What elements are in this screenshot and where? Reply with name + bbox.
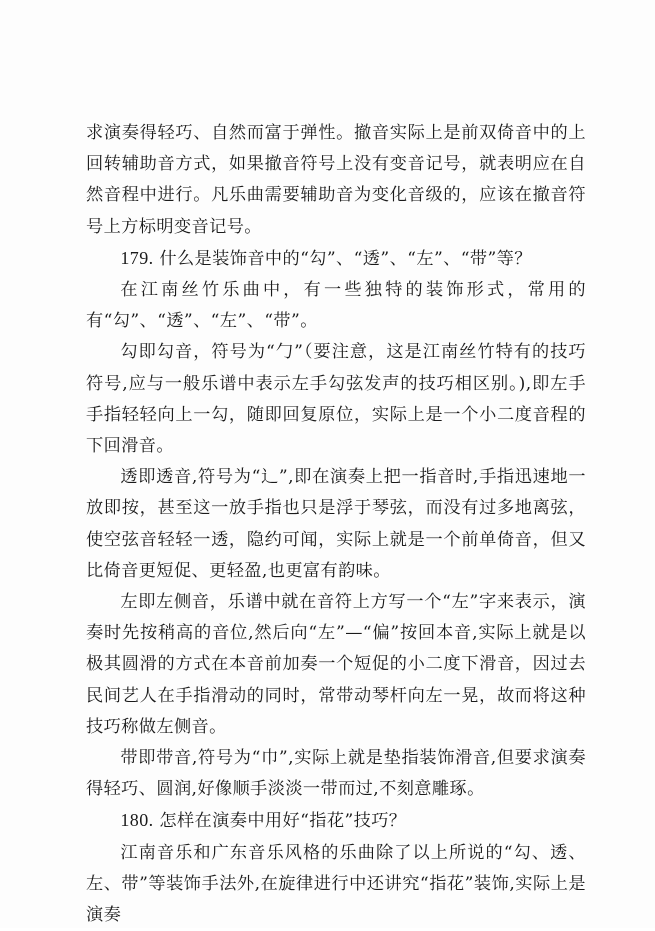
question-title: 什么是装饰音中的“勾”、“透”、“左”、“带”等？ <box>159 248 532 269</box>
paragraph-dai: 带即带音,符号为“巾”,实际上就是垫指装饰滑音,但要求演奏得轻巧、圆润,好像顺手淡淡一带而过,不刻意雕琢。 <box>86 748 586 800</box>
paragraph-zhihua: 江南音乐和广东音乐风格的乐曲除了以上所说的“勾、透、左、带”等装饰手法外,在旋律进行中还讲究“指花”装饰,实际上是演奏 <box>86 842 586 926</box>
paragraph-zuo: 左即左侧音，乐谱中就在音符上方写一个“左”字来表示，演奏时先按稍高的音位,然后向“左”—“偏”按回本音,实际上就是以极其圆滑的方式在本音前加奏一个短促的小二度下滑音，因过去民间艺人在手指滑动的同时，常带动琴杆向左一晃，故而将这种技巧称做左侧音。 <box>86 592 586 737</box>
paragraph-tou: 透即透音,符号为“辶”,即在演奏上把一指音时,手指迅速地一放即按，甚至这一放手指也只是浮于琴弦，而没有过多地离弦，使空弦音轻轻一透，隐约可闻，实际上就是一个前单倚音，但又比倚音更短促、更轻盈,也更富有韵味。 <box>86 467 586 581</box>
paragraph-intro: 在江南丝竹乐曲中，有一些独特的装饰形式，常用的有“勾”、“透”、“左”、“带”。 <box>86 280 586 332</box>
paragraph-continuation: 求演奏得轻巧、自然而富于弹性。撤音实际上是前双倚音中的上回转辅助音方式，如果撤音符号上没有变音记号，就表明应在自然音程中进行。凡乐曲需要辅助音为变化音级的，应该在撤音符号上方标明变音记号。 <box>86 123 586 237</box>
question-number: 180. <box>120 810 154 831</box>
page-text <box>86 118 586 931</box>
question-title: 怎样在演奏中用好“指花”技巧？ <box>159 811 407 832</box>
question-179-heading <box>86 243 586 275</box>
question-number: 179. <box>120 247 154 268</box>
paragraph-gou: 勾即勾音，符号为“勹”（要注意，这是江南丝竹特有的技巧符号,应与一般乐谱中表示左手勾弦发声的技巧相区别。),即左手手指轻轻向上一勾，随即回复原位，实际上是一个小二度音程的下回滑音。 <box>86 342 586 457</box>
question-180-heading <box>86 805 586 837</box>
